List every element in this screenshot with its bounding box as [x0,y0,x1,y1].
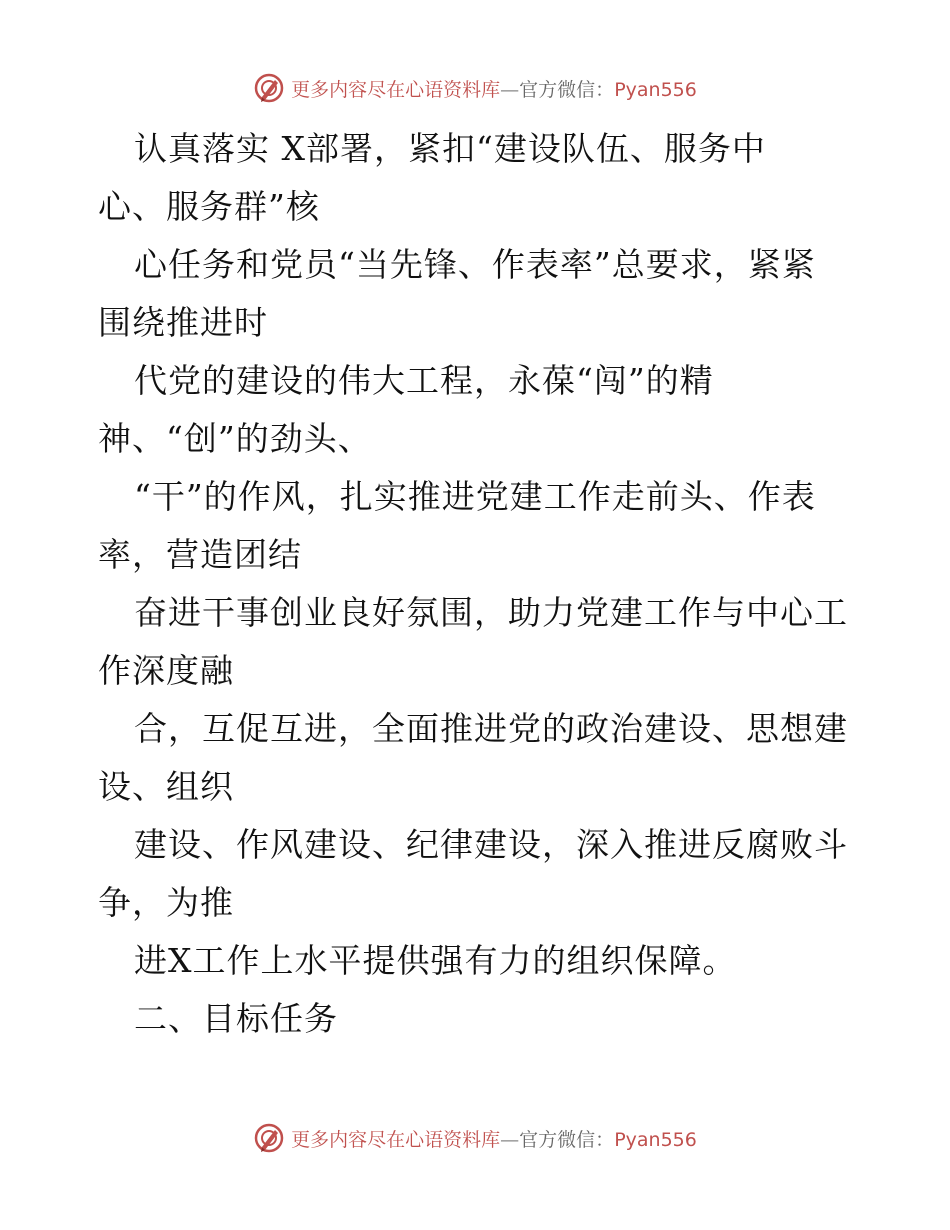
body-line: 神、“创”的劲头、 [98,419,372,458]
body-line: 奋进干事创业良好氛围，助力党建工作与中心工 [134,593,848,632]
body-line: 争，为推 [98,883,234,922]
body-line: 进X工作上水平提供强有力的组织保障。 [134,941,737,980]
watermark-text: 更多内容尽在心语资料库—官方微信：Pyan556 [291,78,697,101]
pen-logo-icon [253,1122,285,1154]
section-heading: 二、目标任务 [134,999,338,1038]
body-line: 代党的建设的伟大工程，永葆“闯”的精 [134,361,714,400]
header-watermark [0,72,950,104]
body-line: 认真落实 X部署，紧扣“建设队伍、服务中 [134,129,766,168]
body-line: 心、服务群”核 [98,187,320,226]
watermark-text: 更多内容尽在心语资料库—官方微信：Pyan556 [291,1128,697,1151]
document-body [98,120,858,1048]
body-line: 建设、作风建设、纪律建设，深入推进反腐败斗 [134,825,848,864]
body-line: “干”的作风，扎实推进党建工作走前头、作表 [134,477,816,516]
body-line: 合，互促互进，全面推进党的政治建设、思想建 [134,709,848,748]
body-line: 设、组织 [98,767,234,806]
body-line: 率，营造团结 [98,535,302,574]
footer-watermark [0,1122,950,1154]
body-line: 围绕推进时 [98,303,268,342]
body-line: 心任务和党员“当先锋、作表率”总要求，紧紧 [134,245,816,284]
pen-logo-icon [253,72,285,104]
body-line: 作深度融 [98,651,234,690]
